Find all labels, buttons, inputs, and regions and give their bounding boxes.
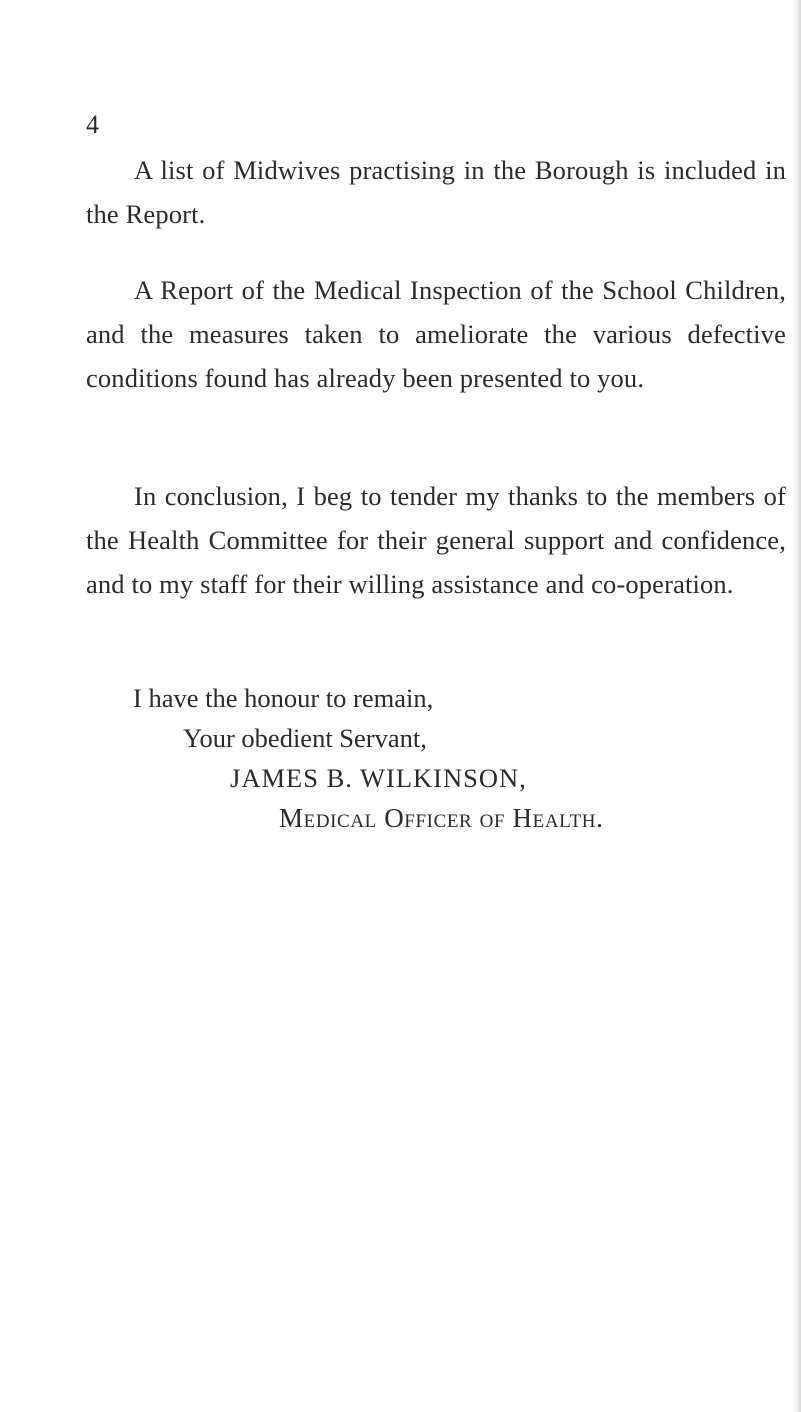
signature-name: JAMES B. WILKINSON, <box>230 763 527 793</box>
page-edge-shadow <box>791 0 801 1412</box>
paragraph-midwives: A list of Midwives practising in the Borough is included in the Report. <box>86 155 786 229</box>
closing-remain: I have the honour to remain, <box>133 683 434 713</box>
paragraph-medical-inspection: A Report of the Medical Inspection of the School Children, and the measures taken to ameliorate the various defective conditions found has already been presented to you. <box>86 275 786 393</box>
closing-servant: Your obedient Servant, <box>183 723 427 753</box>
page-number: 4 <box>86 110 99 139</box>
signature-title: Medical Officer of Health. <box>279 803 604 833</box>
paragraph-conclusion: In conclusion, I beg to tender my thanks to the members of the Health Committee for their general support and confidence, and to my staff for their willing assistance and co-operation. <box>86 481 786 599</box>
